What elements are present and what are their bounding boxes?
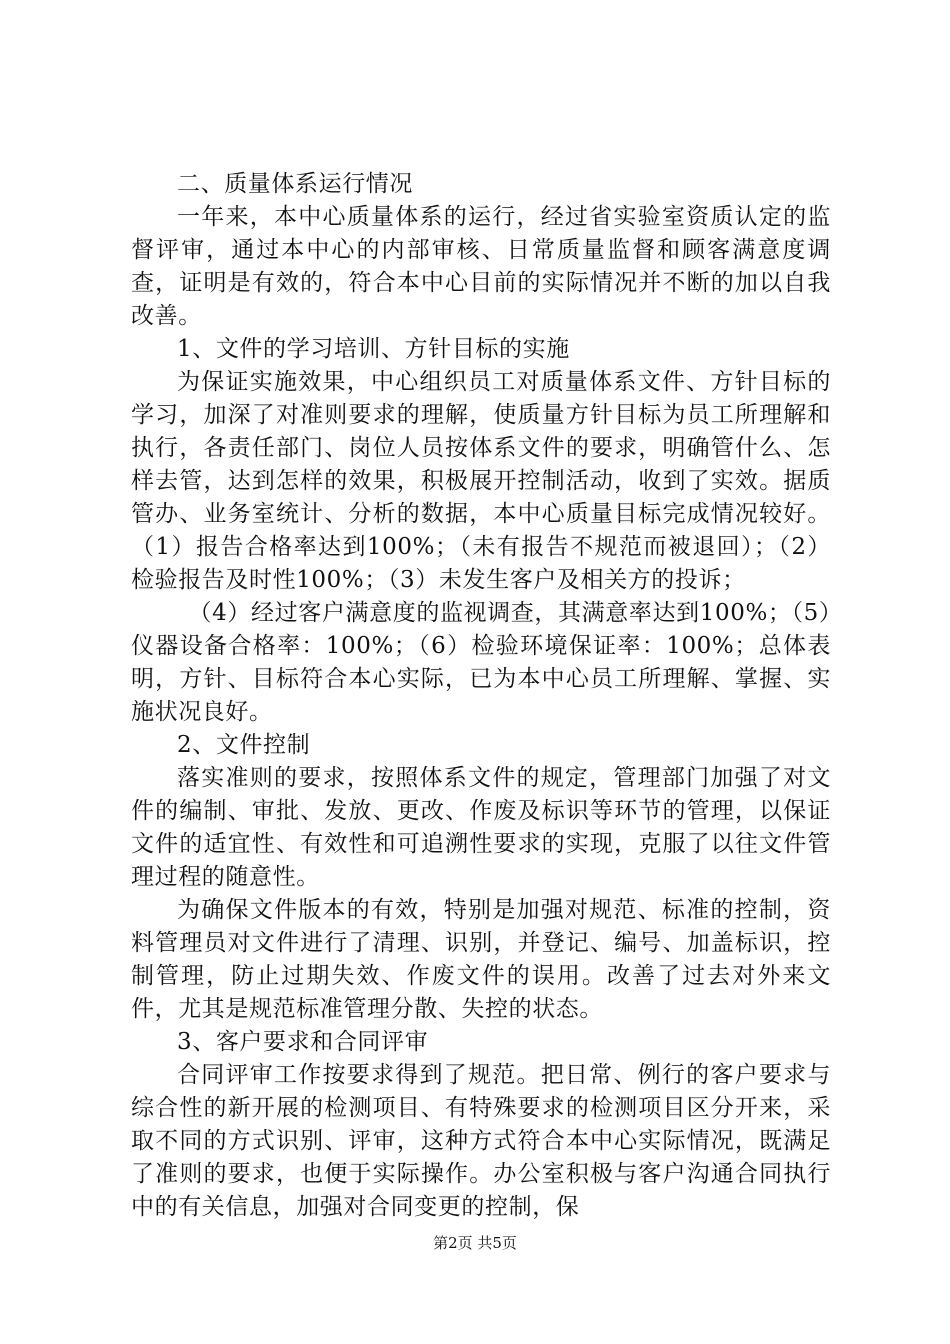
paragraph-3a: 合同评审工作按要求得到了规范。把日常、例行的客户要求与综合性的新开展的检测项目、有特殊要求的检测项目区分开来，采取不同的方式识别、评审，这种方式符合本中心实际情况，既满足了准则的要求，也便于实际操作。办公室积极与客户沟通合同执行中的有关信息，加强对合同变更的控制，保 (131, 1062, 831, 1220)
section-heading-2: 二、质量体系运行情况 (177, 171, 413, 197)
paragraph-1a: 为保证实施效果，中心组织员工对质量体系文件、方针目标的学习，加深了对准则要求的理解，使质量方针目标为员工所理解和执行，各责任部门、岗位人员按体系文件的要求，明确管什么、怎样去管，达到怎样的效果，积极展开控制活动，收到了实效。据质管办、业务室统计、分析的数据，本中心质量目标完成情况较好。（1）报告合格率达到100%；（未有报告不规范而被退回）；（2）检验报告及时性100%；（3）未发生客户及相关方的投诉； (131, 369, 831, 593)
subheading-3: 3、客户要求和合同评审 (177, 1029, 429, 1055)
subheading-2: 2、文件控制 (177, 732, 311, 758)
document-body (131, 168, 831, 1224)
page-footer (0, 1232, 950, 1253)
page-number-label: 第2页 共5页 (433, 1234, 517, 1252)
paragraph-intro: 一年来，本中心质量体系的运行，经过省实验室资质认定的监督评审，通过本中心的内部审核、日常质量监督和顾客满意度调查，证明是有效的，符合本中心目前的实际情况并不断的加以自我改善。 (131, 204, 831, 329)
paragraph-1b: （4）经过客户满意度的监视调查，其满意率达到100%；（5）仪器设备合格率：100%；（6）检验环境保证率：100%；总体表明，方针、目标符合本心实际，已为本中心员工所理解、掌握、实施状况良好。 (131, 600, 831, 725)
paragraph-2a: 落实准则的要求，按照体系文件的规定，管理部门加强了对文件的编制、审批、发放、更改、作废及标识等环节的管理，以保证文件的适宜性、有效性和可追溯性要求的实现，克服了以往文件管理过程的随意性。 (131, 765, 831, 890)
subheading-1: 1、文件的学习培训、方针目标的实施 (177, 336, 570, 362)
paragraph-2b: 为确保文件版本的有效，特别是加强对规范、标准的控制，资料管理员对文件进行了清理、识别，并登记、编号、加盖标识，控制管理，防止过期失效、作废文件的误用。改善了过去对外来文件，尤其是规范标准管理分散、失控的状态。 (131, 897, 831, 1022)
